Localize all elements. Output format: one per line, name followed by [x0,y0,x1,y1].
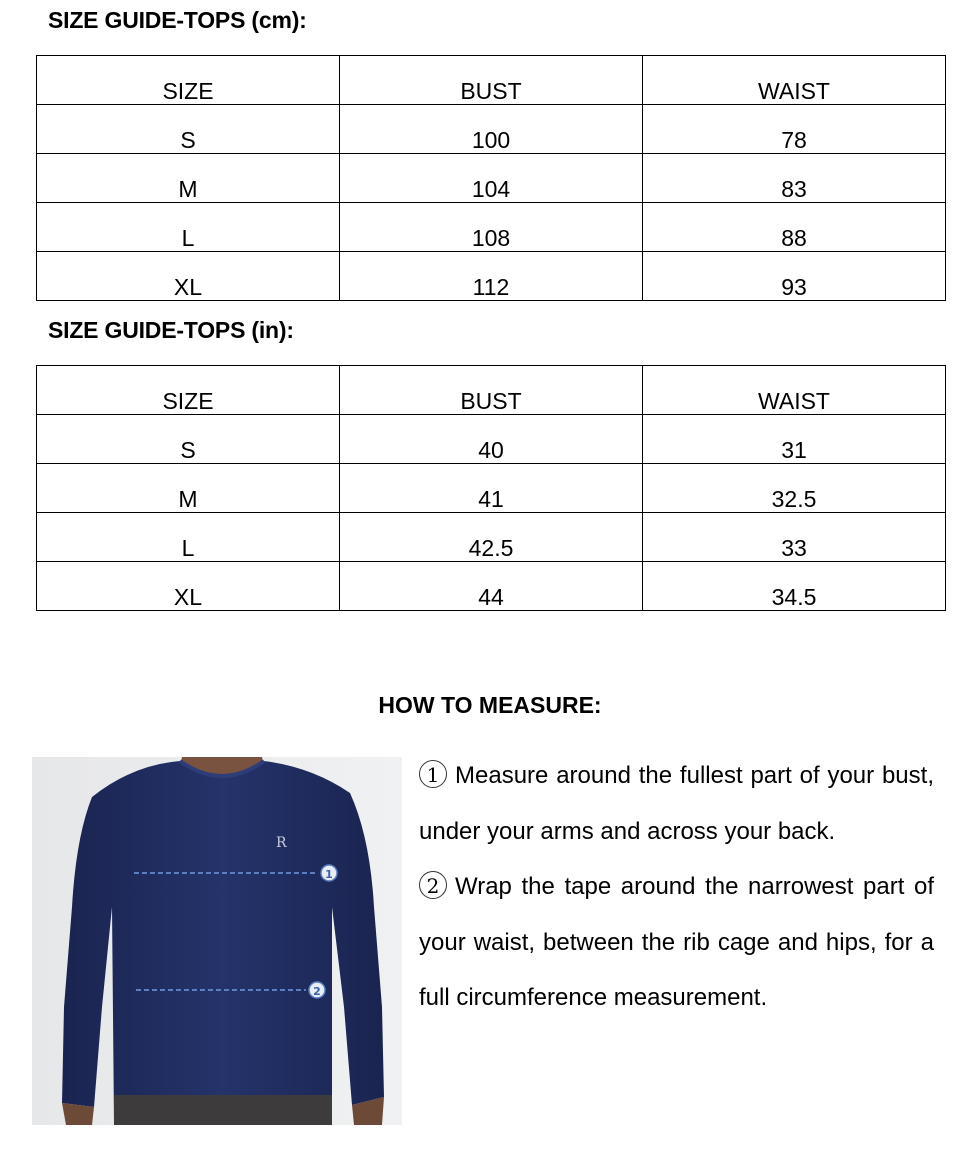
measure-instructions [419,748,934,1026]
waist-cell: 33 [643,513,946,562]
waist-cell: 31 [643,415,946,464]
size-cell: L [37,203,340,252]
instruction-step-1 [419,748,934,859]
header-waist: WAIST [643,56,946,105]
size-cell: M [37,464,340,513]
table-header-row [37,56,946,105]
marker-1-label: 1 [325,868,333,881]
waist-cell: 34.5 [643,562,946,611]
table-row [37,562,946,611]
header-size: SIZE [37,56,340,105]
in-size-guide-title: SIZE GUIDE-TOPS (in): [48,317,294,343]
shirt-measurement-photo [32,757,402,1125]
size-cell: S [37,415,340,464]
step-1-marker-icon: 1 [419,760,447,788]
step-2-text: Wrap the tape around the narrowest part of your waist, between the rib cage and hips, for a full circumference measurement. [419,873,934,1011]
bust-cell: 42.5 [340,513,643,562]
waist-cell: 93 [643,252,946,301]
instruction-step-2 [419,859,934,1026]
table-row [37,252,946,301]
cm-size-guide-title: SIZE GUIDE-TOPS (cm): [48,7,307,33]
in-size-table [36,365,946,611]
header-bust: BUST [340,56,643,105]
brand-logo: R [276,835,287,851]
bust-cell: 112 [340,252,643,301]
step-1-text: Measure around the fullest part of your bust, under your arms and across your back. [419,762,934,845]
size-cell: S [37,105,340,154]
header-size: SIZE [37,366,340,415]
bust-cell: 41 [340,464,643,513]
bust-cell: 104 [340,154,643,203]
table-row [37,513,946,562]
table-row [37,203,946,252]
marker-2-label: 2 [313,985,321,998]
bust-cell: 108 [340,203,643,252]
step-2-marker-icon: 2 [419,871,447,899]
cm-size-table [36,55,946,301]
bust-cell: 100 [340,105,643,154]
size-cell: XL [37,252,340,301]
table-row [37,154,946,203]
waist-cell: 88 [643,203,946,252]
size-cell: L [37,513,340,562]
size-cell: M [37,154,340,203]
table-header-row [37,366,946,415]
table-row [37,105,946,154]
size-cell: XL [37,562,340,611]
shorts [114,1095,332,1125]
table-row [37,464,946,513]
header-waist: WAIST [643,366,946,415]
shirt-illustration [32,757,402,1125]
bust-cell: 44 [340,562,643,611]
waist-cell: 78 [643,105,946,154]
waist-cell: 83 [643,154,946,203]
bust-cell: 40 [340,415,643,464]
table-row [37,415,946,464]
waist-cell: 32.5 [643,464,946,513]
how-to-measure-title: HOW TO MEASURE: [378,692,602,718]
header-bust: BUST [340,366,643,415]
